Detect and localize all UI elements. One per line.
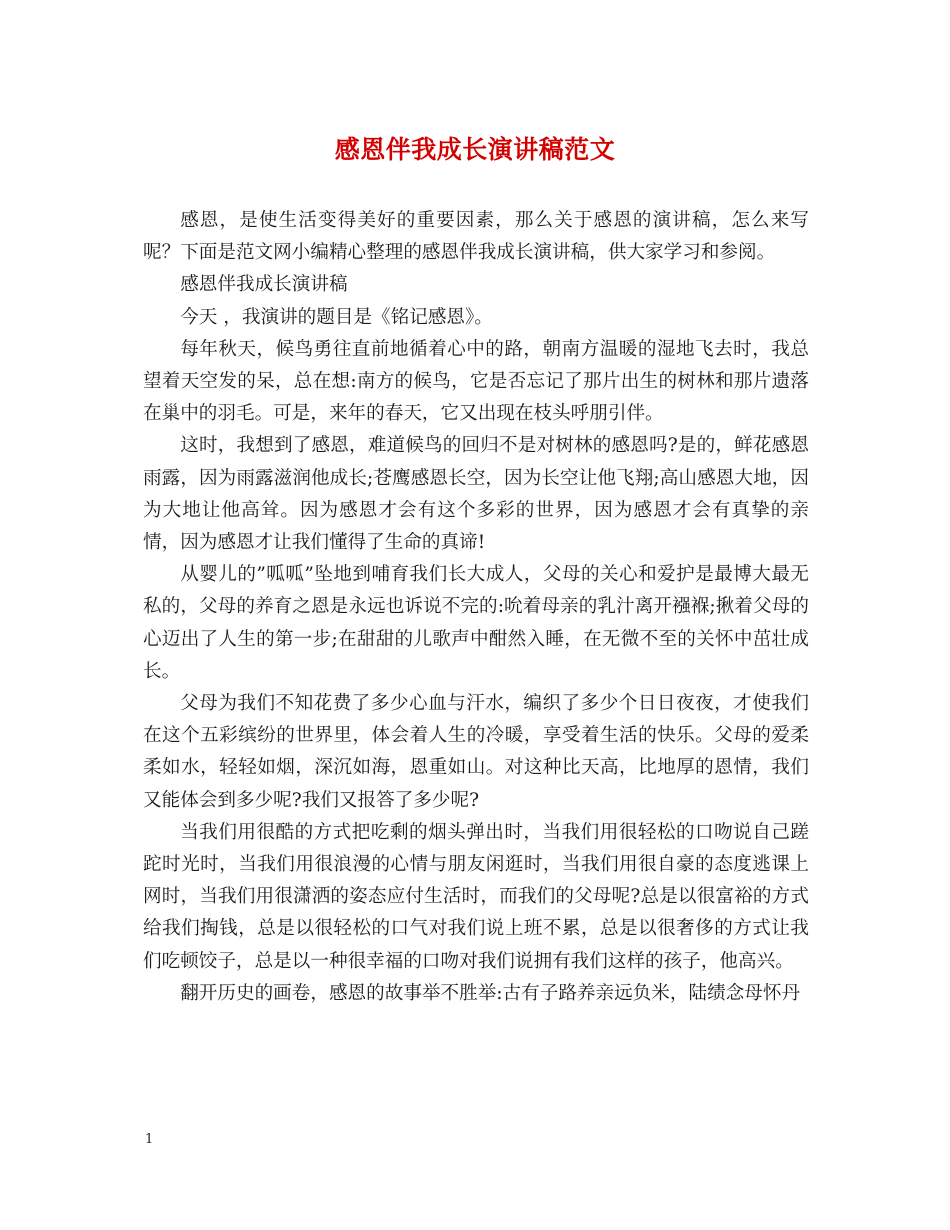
paragraph-subtitle: 感恩伴我成长演讲稿	[180, 274, 348, 296]
page-number: 1	[145, 1132, 154, 1147]
paragraph-parents-love: 父母为我们不知花费了多少心血与汗水，编织了多少个日日夜夜，才使我们在这个五彩缤纷的世界里，体会着人生的冷暖，享受着生活的快乐。父母的爱柔柔如水，轻轻如烟，深沉如海，恩重如山。对这种比天高，比地厚的恩情，我们又能体会到多少呢?我们又报答了多少呢?	[143, 693, 809, 811]
paragraph-intro: 感恩，是使生活变得美好的重要因素，那么关于感恩的演讲稿，怎么来写呢？下面是范文网小编精心整理的感恩伴我成长演讲稿，供大家学习和参阅。	[143, 210, 809, 264]
paragraph-topic: 今天 ，我演讲的题目是《铭记感恩》。	[180, 306, 493, 328]
paragraph-gratitude: 这时，我想到了感恩，难道候鸟的回归不是对树林的感恩吗?是的，鲜花感恩雨露，因为雨露滋润他成长;苍鹰感恩长空，因为长空让他飞翔;高山感恩大地，因为大地让他高耸。因为感恩才会有这个多彩的世界，因为感恩才会有真挚的亲情，因为感恩才让我们懂得了生命的真谛!	[143, 435, 809, 554]
paragraph-migratory-birds: 每年秋天，候鸟勇往直前地循着心中的路，朝南方温暖的湿地飞去时，我总望着天空发的呆，总在想:南方的候鸟，它是否忘记了那片出生的树林和那片遗落在巢中的羽毛。可是，来年的春天，它又出现在枝头呼朋引伴。	[143, 338, 809, 425]
paragraph-contrast: 当我们用很酷的方式把吃剩的烟头弹出时，当我们用很轻松的口吻说自己蹉跎时光时，当我们用很浪漫的心情与朋友闲逛时，当我们用很自豪的态度逃课上网时，当我们用很潇洒的姿态应付生活时，而我们的父母呢?总是以很富裕的方式给我们掏钱，总是以很轻松的口气对我们说上班不累，总是以很奢侈的方式让我们吃顿饺子，总是以一种很幸福的口吻对我们说拥有我们这样的孩子，他高兴。	[143, 821, 809, 972]
paragraph-history: 翻开历史的画卷，感恩的故事举不胜举:古有子路养亲远负米，陆绩念母怀丹	[180, 982, 801, 1004]
document-title: 感恩伴我成长演讲稿范文	[334, 135, 616, 164]
paragraph-parents-care: 从婴儿的”呱呱”坠地到哺育我们长大成人，父母的关心和爱护是最博大最无私的，父母的养育之恩是永远也诉说不完的:吮着母亲的乳汁离开襁褓;揪着父母的心迈出了人生的第一步;在甜甜的儿歌声中酣然入睡，在无微不至的关怀中茁壮成长。	[143, 564, 809, 682]
document-body	[143, 205, 809, 1010]
